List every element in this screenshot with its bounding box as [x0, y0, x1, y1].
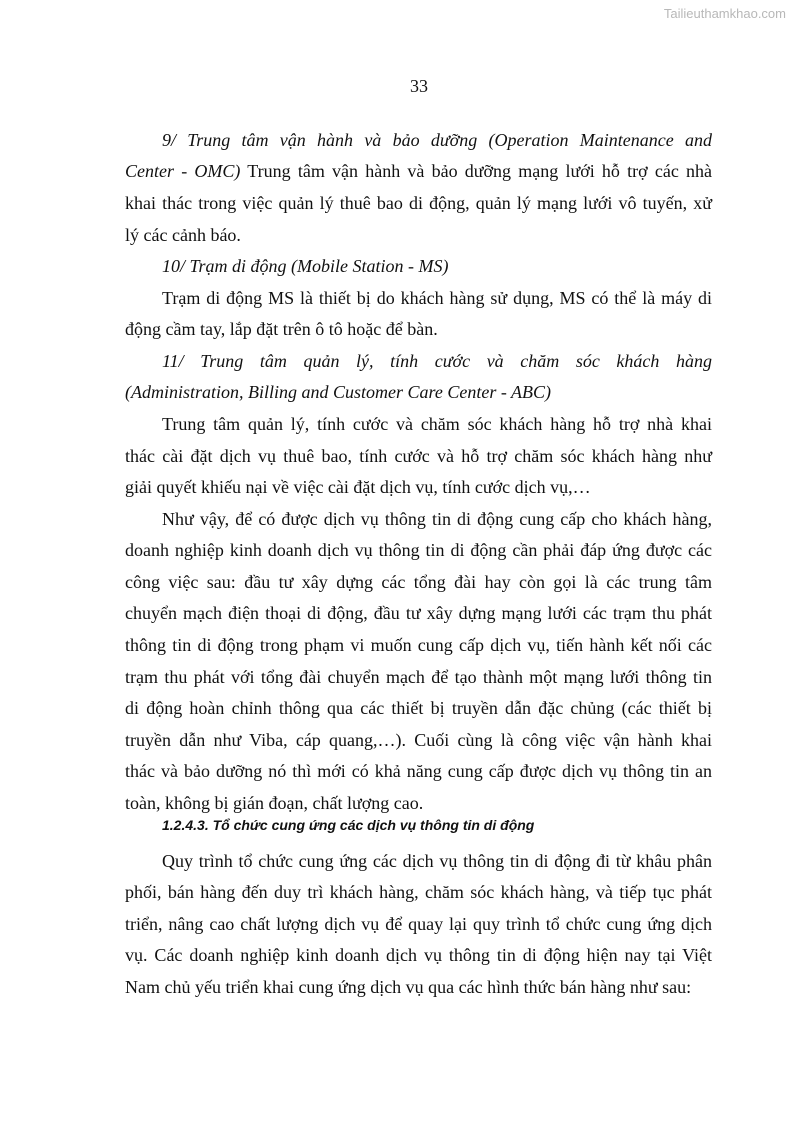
- summary-line-8: truyền dẫn như Viba, cáp quang,…). Cuối cùng là công việc vận hành khai: [125, 730, 712, 750]
- process-line-5: Nam chủ yếu triển khai cung ứng dịch vụ qua các hình thức bán hàng như sau:: [125, 977, 692, 997]
- omc-line-3: khai thác trong việc quản lý thuê bao di động, quản lý mạng lưới vô tuyến, xử: [125, 193, 712, 213]
- page-number: 33: [410, 76, 428, 96]
- abc-line-3: giải quyết khiếu nại về việc cài đặt dịch vụ, tính cước dịch vụ,…: [125, 477, 591, 497]
- ms-line-2: động cầm tay, lắp đặt trên ô tô hoặc để bàn.: [125, 319, 438, 339]
- section-heading: 1.2.4.3. Tổ chức cung ứng các dịch vụ thông tin di động: [162, 817, 535, 833]
- summary-line-9: thác và bảo dưỡng nó thì mới có khả năng cung cấp được dịch vụ thông tin an: [125, 761, 712, 781]
- summary-line-7: di động hoàn chỉnh thông qua các thiết bị truyền dẫn đặc chủng (các thiết bị: [125, 698, 712, 718]
- process-line-2: phối, bán hàng đến duy trì khách hàng, chăm sóc khách hàng, và tiếp tục phát: [125, 882, 712, 902]
- omc-line-2: [125, 161, 712, 181]
- summary-line-1: Như vậy, để có được dịch vụ thông tin di động cung cấp cho khách hàng,: [162, 509, 712, 529]
- omc-line-2-text: Trung tâm vận hành và bảo dưỡng mạng lưới hỗ trợ các nhà: [240, 161, 712, 181]
- ms-line-1: Trạm di động MS là thiết bị do khách hàng sử dụng, MS có thể là máy di: [162, 288, 712, 308]
- omc-line-4: lý các cảnh báo.: [125, 225, 241, 245]
- summary-line-6: trạm thu phát với tổng đài chuyển mạch để tạo thành một mạng lưới thông tin: [125, 667, 712, 687]
- summary-line-2: doanh nghiệp kinh doanh dịch vụ thông tin di động cần phải đáp ứng được các: [125, 540, 712, 560]
- summary-line-10: toàn, không bị gián đoạn, chất lượng cao.: [125, 793, 424, 813]
- abc-title-line-1: 11/ Trung tâm quản lý, tính cước và chăm sóc khách hàng: [162, 351, 712, 371]
- omc-title-line: 9/ Trung tâm vận hành và bảo dưỡng (Operation Maintenance and: [162, 130, 712, 150]
- process-line-4: vụ. Các doanh nghiệp kinh doanh dịch vụ thông tin di động hiện nay tại Việt: [125, 945, 712, 965]
- summary-line-3: công việc sau: đầu tư xây dựng các tổng đài hay còn gọi là các trung tâm: [125, 572, 712, 592]
- summary-line-4: chuyển mạch điện thoại di động, đầu tư xây dựng mạng lưới các trạm thu phát: [125, 603, 712, 623]
- summary-line-5: thông tin di động trong phạm vi muốn cung cấp dịch vụ, tiến hành kết nối các: [125, 635, 712, 655]
- watermark: Tailieuthamkhao.com: [663, 6, 786, 21]
- abc-line-2: thác cài đặt dịch vụ thuê bao, tính cước và hỗ trợ chăm sóc khách hàng như: [125, 446, 712, 466]
- abc-line-1: Trung tâm quản lý, tính cước và chăm sóc khách hàng hỗ trợ nhà khai: [162, 414, 712, 434]
- ms-title-line: 10/ Trạm di động (Mobile Station - MS): [162, 256, 449, 276]
- abc-title-line-2: (Administration, Billing and Customer Care Center - ABC): [125, 382, 551, 402]
- process-line-3: triển, nâng cao chất lượng dịch vụ để quay lại quy trình tổ chức cung ứng dịch: [125, 914, 712, 934]
- omc-abbrev: Center - OMC): [125, 161, 241, 181]
- process-line-1: Quy trình tổ chức cung ứng các dịch vụ thông tin di động đi từ khâu phân: [162, 851, 712, 871]
